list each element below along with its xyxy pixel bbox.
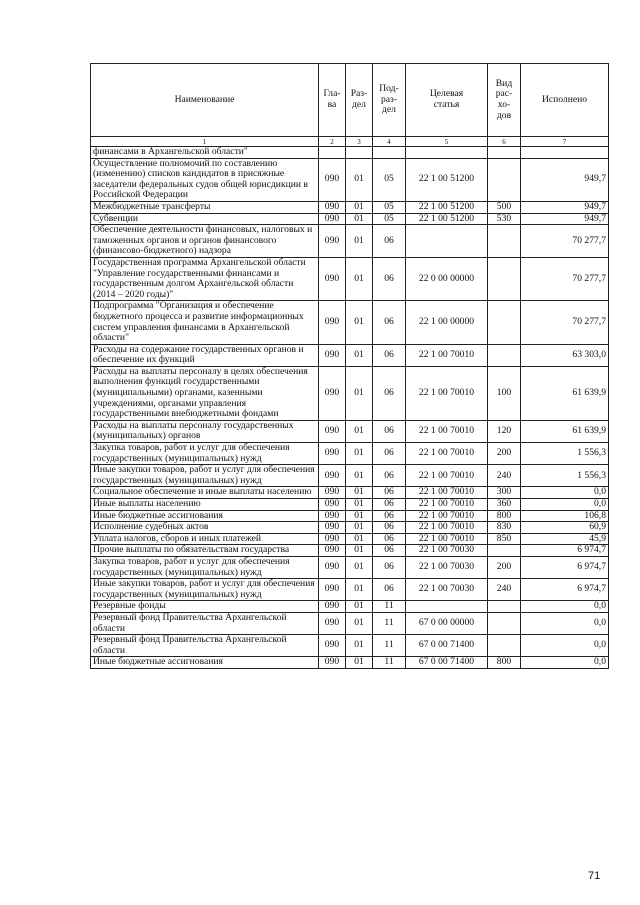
cell-expense-type: 530: [488, 213, 521, 225]
cell-chapter: 090: [319, 522, 346, 534]
cell-executed: 61 639,9: [521, 420, 609, 442]
table-row: [91, 465, 609, 487]
table-row: [91, 225, 609, 258]
cell-name: Межбюджетные трансферты: [91, 201, 319, 213]
cell-executed: 0,0: [521, 499, 609, 511]
cell-subsection: 06: [373, 579, 406, 601]
cell-chapter: 090: [319, 487, 346, 499]
cell-executed: 106,8: [521, 510, 609, 522]
cell-target: 22 1 00 70010: [406, 344, 488, 366]
cell-executed: 0,0: [521, 487, 609, 499]
cell-target: 22 1 00 70010: [406, 499, 488, 511]
cell-expense-type: 100: [488, 366, 521, 420]
cell-subsection: 06: [373, 225, 406, 258]
cell-chapter: 090: [319, 158, 346, 201]
cell-target: [406, 147, 488, 159]
cell-section: 01: [346, 257, 373, 300]
cell-executed: 70 277,7: [521, 225, 609, 258]
cell-section: 01: [346, 225, 373, 258]
cell-section: 01: [346, 487, 373, 499]
header-chapter: Гла- ва: [319, 64, 346, 137]
cell-chapter: 090: [319, 601, 346, 613]
table-row: [91, 147, 609, 159]
column-number: 3: [346, 137, 373, 147]
cell-executed: 6 974,7: [521, 579, 609, 601]
cell-subsection: 11: [373, 601, 406, 613]
cell-section: 01: [346, 612, 373, 634]
cell-executed: 0,0: [521, 657, 609, 669]
cell-expense-type: 800: [488, 657, 521, 669]
cell-chapter: 090: [319, 443, 346, 465]
cell-target: 67 0 00 00000: [406, 612, 488, 634]
cell-expense-type: [488, 344, 521, 366]
cell-name: Иные бюджетные ассигнования: [91, 657, 319, 669]
cell-chapter: 090: [319, 510, 346, 522]
cell-name: Расходы на выплаты персоналу государственных (муниципальных) органов: [91, 420, 319, 442]
cell-section: 01: [346, 158, 373, 201]
cell-name: Закупка товаров, работ и услуг для обеспечения государственных (муниципальных) нужд: [91, 556, 319, 578]
table-row: [91, 420, 609, 442]
cell-executed: 0,0: [521, 612, 609, 634]
cell-expense-type: [488, 225, 521, 258]
cell-target: 22 1 00 51200: [406, 158, 488, 201]
cell-section: 01: [346, 533, 373, 545]
cell-subsection: 06: [373, 522, 406, 534]
table-row: [91, 344, 609, 366]
cell-executed: 60,9: [521, 522, 609, 534]
cell-subsection: 06: [373, 533, 406, 545]
cell-expense-type: 300: [488, 487, 521, 499]
cell-target: 22 1 00 70010: [406, 366, 488, 420]
table-row: [91, 201, 609, 213]
cell-chapter: 090: [319, 257, 346, 300]
cell-name: Расходы на содержание государственных органов и обеспечение их функций: [91, 344, 319, 366]
table-row: [91, 579, 609, 601]
cell-subsection: 06: [373, 487, 406, 499]
cell-name: Уплата налогов, сборов и иных платежей: [91, 533, 319, 545]
cell-executed: 6 974,7: [521, 556, 609, 578]
column-number: 7: [521, 137, 609, 147]
header-section: Раз- дел: [346, 64, 373, 137]
cell-executed: [521, 147, 609, 159]
cell-expense-type: [488, 635, 521, 657]
cell-chapter: 090: [319, 499, 346, 511]
table-row: [91, 257, 609, 300]
cell-executed: 1 556,3: [521, 443, 609, 465]
cell-executed: 70 277,7: [521, 301, 609, 344]
cell-name: Прочие выплаты по обязательствам государства: [91, 545, 319, 557]
cell-chapter: 090: [319, 533, 346, 545]
cell-expense-type: 500: [488, 201, 521, 213]
cell-chapter: 090: [319, 420, 346, 442]
cell-target: 22 1 00 70010: [406, 465, 488, 487]
cell-expense-type: 360: [488, 499, 521, 511]
table-row: [91, 301, 609, 344]
table-row: [91, 366, 609, 420]
cell-section: 01: [346, 635, 373, 657]
cell-expense-type: 240: [488, 579, 521, 601]
cell-expense-type: [488, 301, 521, 344]
cell-chapter: 090: [319, 225, 346, 258]
cell-expense-type: [488, 257, 521, 300]
cell-target: [406, 225, 488, 258]
cell-name: Иные закупки товаров, работ и услуг для обеспечения государственных (муниципальных) нужд: [91, 579, 319, 601]
table-row: [91, 601, 609, 613]
cell-subsection: 11: [373, 612, 406, 634]
cell-target: 22 1 00 70030: [406, 556, 488, 578]
cell-expense-type: [488, 612, 521, 634]
cell-section: 01: [346, 201, 373, 213]
cell-executed: 949,7: [521, 158, 609, 201]
cell-section: 01: [346, 545, 373, 557]
cell-name: Иные бюджетные ассигнования: [91, 510, 319, 522]
cell-section: 01: [346, 522, 373, 534]
cell-expense-type: 200: [488, 556, 521, 578]
cell-name: Обеспечение деятельности финансовых, налоговых и таможенных органов и органов финансового (финансово-бюджетного) надзора: [91, 225, 319, 258]
cell-subsection: 05: [373, 158, 406, 201]
cell-executed: 45,9: [521, 533, 609, 545]
page-number: 71: [588, 870, 601, 882]
column-number: 5: [406, 137, 488, 147]
cell-name: Субвенции: [91, 213, 319, 225]
cell-name: Иные выплаты населению: [91, 499, 319, 511]
cell-target: 22 0 00 00000: [406, 257, 488, 300]
cell-chapter: 090: [319, 213, 346, 225]
cell-target: 67 0 00 71400: [406, 635, 488, 657]
cell-subsection: 06: [373, 301, 406, 344]
header-target: Целевая статья: [406, 64, 488, 137]
cell-section: 01: [346, 366, 373, 420]
cell-section: 01: [346, 556, 373, 578]
cell-executed: 0,0: [521, 601, 609, 613]
cell-executed: 949,7: [521, 201, 609, 213]
cell-section: 01: [346, 420, 373, 442]
cell-expense-type: 850: [488, 533, 521, 545]
cell-name: Расходы на выплаты персоналу в целях обеспечения выполнения функций государственными (муниципальными) органами, казенными учреждениями, органами управления государственными внебюджетными фондами: [91, 366, 319, 420]
table-row: [91, 158, 609, 201]
cell-chapter: 090: [319, 657, 346, 669]
cell-target: 22 1 00 70010: [406, 522, 488, 534]
cell-name: Подпрограмма "Организация и обеспечение бюджетного процесса и развитие информационных систем управления финансами в Архангельской области": [91, 301, 319, 344]
cell-subsection: [373, 147, 406, 159]
table-row: [91, 657, 609, 669]
cell-section: 01: [346, 443, 373, 465]
table-row: [91, 213, 609, 225]
table-row: [91, 499, 609, 511]
cell-section: 01: [346, 301, 373, 344]
cell-executed: 6 974,7: [521, 545, 609, 557]
cell-subsection: 06: [373, 556, 406, 578]
cell-name: Осуществление полномочий по составлению (изменению) списков кандидатов в присяжные заседатели федеральных судов общей юрисдикции в Российской Федерации: [91, 158, 319, 201]
cell-subsection: 11: [373, 657, 406, 669]
cell-subsection: 06: [373, 257, 406, 300]
cell-subsection: 05: [373, 201, 406, 213]
cell-chapter: 090: [319, 635, 346, 657]
cell-chapter: 090: [319, 301, 346, 344]
cell-subsection: 06: [373, 465, 406, 487]
cell-expense-type: [488, 601, 521, 613]
cell-subsection: 05: [373, 213, 406, 225]
cell-name: Социальное обеспечение и иные выплаты населению: [91, 487, 319, 499]
cell-chapter: 090: [319, 344, 346, 366]
cell-chapter: 090: [319, 612, 346, 634]
cell-expense-type: [488, 147, 521, 159]
table-row: [91, 443, 609, 465]
table-row: [91, 533, 609, 545]
cell-target: [406, 601, 488, 613]
table-row: [91, 635, 609, 657]
cell-section: 01: [346, 579, 373, 601]
cell-executed: 70 277,7: [521, 257, 609, 300]
table-row: [91, 556, 609, 578]
budget-execution-table: [90, 63, 609, 669]
cell-target: 22 1 00 70010: [406, 533, 488, 545]
cell-section: 01: [346, 465, 373, 487]
cell-target: 22 1 00 70010: [406, 487, 488, 499]
table-row: [91, 545, 609, 557]
cell-target: 22 1 00 70010: [406, 420, 488, 442]
cell-target: 22 1 00 51200: [406, 213, 488, 225]
cell-section: 01: [346, 499, 373, 511]
cell-chapter: 090: [319, 201, 346, 213]
cell-subsection: 06: [373, 366, 406, 420]
cell-section: 01: [346, 213, 373, 225]
cell-section: 01: [346, 510, 373, 522]
cell-section: 01: [346, 601, 373, 613]
cell-section: 01: [346, 657, 373, 669]
cell-target: 22 1 00 70010: [406, 510, 488, 522]
header-executed: Исполнено: [521, 64, 609, 137]
cell-section: 01: [346, 344, 373, 366]
cell-name: Исполнение судебных актов: [91, 522, 319, 534]
cell-subsection: 06: [373, 510, 406, 522]
table-row: [91, 522, 609, 534]
cell-target: 22 1 00 00000: [406, 301, 488, 344]
cell-expense-type: 240: [488, 465, 521, 487]
cell-chapter: 090: [319, 579, 346, 601]
column-number: 1: [91, 137, 319, 147]
column-number: 6: [488, 137, 521, 147]
cell-subsection: 06: [373, 545, 406, 557]
table-row: [91, 487, 609, 499]
cell-subsection: 06: [373, 443, 406, 465]
table-header-row: [91, 64, 609, 137]
cell-subsection: 06: [373, 420, 406, 442]
header-name: Наименование: [91, 64, 319, 137]
cell-expense-type: [488, 545, 521, 557]
table-body: [91, 147, 609, 669]
cell-name: Государственная программа Архангельской области "Управление государственными финансами и государственным долгом Архангельской области (2014 – 2020 годы)": [91, 257, 319, 300]
cell-executed: 61 639,9: [521, 366, 609, 420]
cell-target: 22 1 00 70030: [406, 579, 488, 601]
cell-expense-type: [488, 158, 521, 201]
cell-subsection: 11: [373, 635, 406, 657]
cell-expense-type: 800: [488, 510, 521, 522]
cell-chapter: 090: [319, 556, 346, 578]
cell-name: Закупка товаров, работ и услуг для обеспечения государственных (муниципальных) нужд: [91, 443, 319, 465]
cell-expense-type: 200: [488, 443, 521, 465]
cell-executed: 1 556,3: [521, 465, 609, 487]
cell-name: Резервный фонд Правительства Архангельской области: [91, 612, 319, 634]
cell-chapter: 090: [319, 545, 346, 557]
cell-chapter: 090: [319, 366, 346, 420]
table-row: [91, 612, 609, 634]
column-number: 4: [373, 137, 406, 147]
column-number-row: [91, 137, 609, 147]
cell-subsection: 06: [373, 499, 406, 511]
cell-name: финансами в Архангельской области": [91, 147, 319, 159]
cell-subsection: 06: [373, 344, 406, 366]
header-subsection: Под- раз- дел: [373, 64, 406, 137]
cell-name: Резервный фонд Правительства Архангельской области: [91, 635, 319, 657]
table-row: [91, 510, 609, 522]
cell-chapter: [319, 147, 346, 159]
cell-target: 22 1 00 70030: [406, 545, 488, 557]
header-expense-type: Вид рас- хо- дов: [488, 64, 521, 137]
cell-executed: 0,0: [521, 635, 609, 657]
cell-name: Иные закупки товаров, работ и услуг для обеспечения государственных (муниципальных) нужд: [91, 465, 319, 487]
cell-target: 22 1 00 51200: [406, 201, 488, 213]
cell-executed: 949,7: [521, 213, 609, 225]
cell-section: [346, 147, 373, 159]
cell-name: Резервные фонды: [91, 601, 319, 613]
cell-chapter: 090: [319, 465, 346, 487]
column-number: 2: [319, 137, 346, 147]
cell-expense-type: 830: [488, 522, 521, 534]
cell-executed: 63 303,0: [521, 344, 609, 366]
cell-expense-type: 120: [488, 420, 521, 442]
cell-target: 22 1 00 70010: [406, 443, 488, 465]
cell-target: 67 0 00 71400: [406, 657, 488, 669]
